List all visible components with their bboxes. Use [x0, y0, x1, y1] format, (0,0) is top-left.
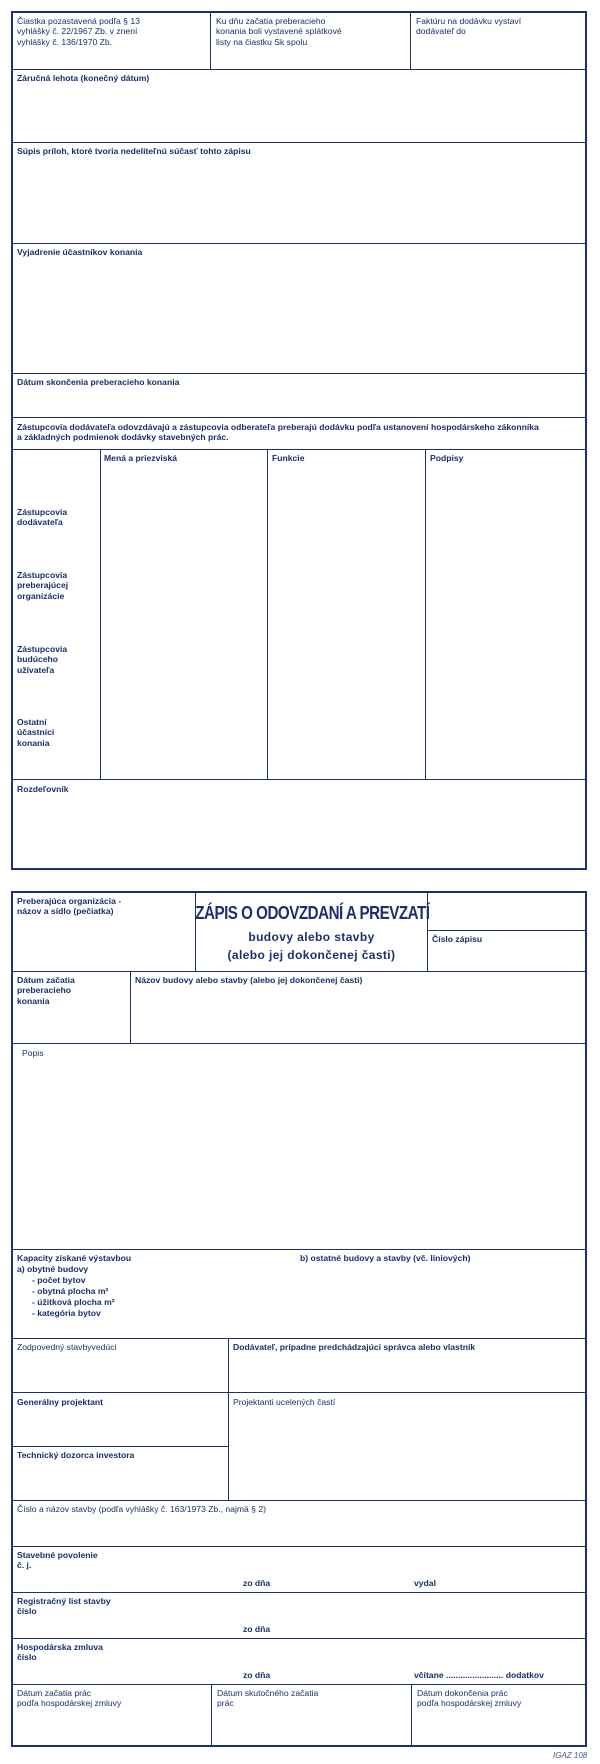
page1-line	[12, 142, 586, 143]
zodpovedny-stavbyveduci-label: Zodpovedný stavbyvedúci	[17, 1342, 117, 1352]
ku-dnu-label: Ku dňu začatia preberacieho konania boli vystavené splátkové listy na čiastku Sk spolu	[216, 16, 342, 47]
page2-line	[12, 1338, 586, 1339]
page2-line	[211, 1684, 212, 1746]
fakturu-label: Faktúru na dodávku vystaví dodávateľ do	[416, 16, 522, 37]
page1-line	[12, 373, 586, 374]
page2-line	[12, 1392, 586, 1393]
projektanti-label: Projektanti ucelených častí	[233, 1397, 336, 1407]
ciastka-label: Čiastka pozastavená podľa § 13 vyhlášky č. 22/1967 Zb. v znení vyhlášky č. 136/1970 Zb.	[17, 16, 140, 47]
page2-line	[411, 1684, 412, 1746]
rozdelovnik-label: Rozdeľovník	[17, 784, 69, 794]
page2-line	[12, 1592, 586, 1593]
page2-frame	[11, 891, 587, 1747]
hospodarska-zo-dna-label: zo dňa	[243, 1670, 271, 1680]
page2-line	[428, 930, 586, 931]
row-label-ostatni: Ostatní účastníci konania	[17, 717, 55, 748]
stavebne-povolenie-label: Stavebné povolenie č. j.	[17, 1550, 98, 1571]
page2-line	[12, 1446, 228, 1447]
zarucna-lehota-label: Záručná lehota (konečný dátum)	[17, 73, 150, 83]
kapacity-item-kategoria: - kategória bytov	[32, 1308, 101, 1318]
form-subtitle-1: budovy alebo stavby	[248, 930, 375, 944]
form-subtitle-2: (alebo jej dokončenej časti)	[227, 948, 396, 962]
technicky-dozorca-label: Technický dozorca investora	[17, 1450, 135, 1460]
page2-line	[130, 971, 131, 1043]
datum-skutocneho-zacatia-label: Dátum skutočného začatia prác	[217, 1688, 319, 1709]
registracny-zo-dna-label: zo dňa	[243, 1624, 271, 1634]
page1-line	[410, 12, 411, 69]
zastupcovia-intro: Zástupcovia dodávateľa odovzdávajú a zástupcovia odberateľa preberajú dodávku podľa ustanovení hospodárskeho zákonníka a základných podmienok dodávky stavebných prác.	[17, 422, 539, 443]
page2-line	[12, 1500, 586, 1501]
kapacity-a-label: a) obytné budovy	[17, 1264, 89, 1274]
page1-line	[12, 243, 586, 244]
vyjadrenie-label: Vyjadrenie účastníkov konania	[17, 247, 143, 257]
page2-line	[12, 1684, 586, 1685]
stavebne-vydal-label: vydal	[414, 1578, 436, 1588]
row-label-dodavatela: Zástupcovia dodávateľa	[17, 507, 68, 528]
page2-line	[12, 971, 586, 972]
hospodarska-vcitane-label: včítane ........................ dodatkov	[414, 1670, 544, 1680]
page2-line	[12, 1546, 586, 1547]
dodavatel-label: Dodávateľ, prípadne predchádzajúci správca alebo vlastník	[233, 1342, 476, 1352]
cislo-zapisu-label: Číslo zápisu	[432, 934, 483, 944]
page1-line	[267, 449, 268, 779]
popis-label: Popis	[22, 1048, 44, 1058]
page1-line	[12, 69, 586, 70]
form-code-footer: IGAZ 108	[553, 1751, 588, 1760]
form-title: ZÁPIS O ODOVZDANÍ A PREVZATÍ	[195, 902, 430, 923]
column-header-mena: Mená a priezviská	[104, 453, 178, 463]
row-label-uzivatela: Zástupcovia budúceho užívateľa	[17, 644, 68, 675]
cislo-nazov-stavby-label: Číslo a názov stavby (podľa vyhlášky č. 163/1973 Zb., najmä § 2)	[17, 1504, 266, 1514]
page1-line	[425, 449, 426, 779]
page2-line	[12, 1043, 586, 1044]
kapacity-b-label: b) ostatné budovy a stavby (vč. líniových)	[300, 1253, 471, 1263]
column-header-funkcie: Funkcie	[272, 453, 305, 463]
registracny-list-label: Registračný list stavby číslo	[17, 1596, 111, 1617]
column-header-podpisy: Podpisy	[430, 453, 464, 463]
datum-zacatia-label: Dátum začatia preberacieho konania	[17, 975, 75, 1006]
page1-line	[12, 417, 586, 418]
datum-skoncenia-label: Dátum skončenia preberacieho konania	[17, 377, 180, 387]
preberajuca-organizacia-label: Preberajúca organizácia - názov a sídlo (pečiatka)	[17, 896, 122, 917]
hospodarska-zmluva-label: Hospodárska zmluva číslo	[17, 1642, 103, 1663]
row-label-preberajucej: Zástupcovia preberajúcej organizácie	[17, 570, 69, 601]
page1-line	[12, 449, 586, 450]
page2-line	[228, 1338, 229, 1500]
nazov-budovy-label: Názov budovy alebo stavby (alebo jej dokončenej časti)	[135, 975, 363, 985]
page2-line	[12, 1249, 586, 1250]
datum-zacatia-prac-label: Dátum začatia prác podľa hospodárskej zmluvy	[17, 1688, 122, 1709]
stavebne-zo-dna-label: zo dňa	[243, 1578, 271, 1588]
page1-line	[210, 12, 211, 69]
supis-priloh-label: Súpis príloh, ktoré tvoria nedeliteľnú súčasť tohto zápisu	[17, 146, 251, 156]
page1-line	[12, 779, 586, 780]
kapacity-item-pocet-bytov: - počet bytov	[32, 1275, 86, 1285]
datum-dokoncenia-prac-label: Dátum dokončenia prác podľa hospodárskej zmluvy	[417, 1688, 522, 1709]
kapacity-item-obytna-plocha: - obytná plocha m²	[32, 1286, 109, 1296]
kapacity-label: Kapacity získané výstavbou	[17, 1253, 132, 1263]
page2-line	[12, 1638, 586, 1639]
kapacity-item-uzitkova-plocha: - úžitková plocha m²	[32, 1297, 115, 1307]
page1-line	[100, 449, 101, 779]
generalny-projektant-label: Generálny projektant	[17, 1397, 103, 1407]
